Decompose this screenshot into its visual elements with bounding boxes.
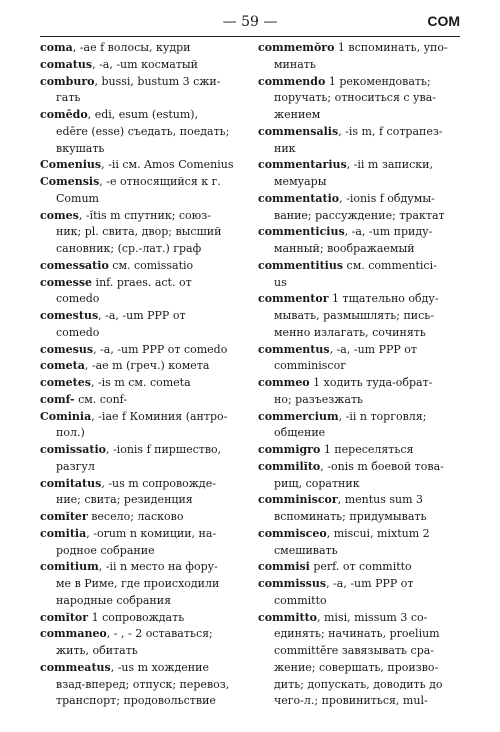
entry-first-line: Cominia, -iae f Коминия (антро- [40, 409, 228, 423]
entry-first-line: committo, misi, missum 3 со- [258, 610, 428, 624]
entry-continuation-line: смешивать [274, 543, 338, 557]
headword: comf- [40, 392, 75, 406]
entry-first-line: comissatio, -ionis f пиршество, [40, 443, 222, 456]
headword: cometa [40, 359, 85, 373]
dictionary-entry [40, 342, 240, 359]
headword: comĭter [40, 510, 88, 523]
entry-continuation-line: единять; начинать, proelium [274, 627, 440, 641]
entry-continuation-line: ник; pl. свита, двор; высший [56, 225, 222, 239]
entry-continuation-line: us [274, 275, 287, 289]
headword: commissus [258, 577, 327, 590]
entry-continuation-line: committo [274, 593, 327, 607]
entry-first-line: comes, -ĭtis m спутник; союз- [40, 208, 211, 222]
entry-continuation-line: манный; воображаемый [274, 242, 415, 255]
dictionary-entry [258, 459, 458, 493]
headword: Comensis [40, 175, 100, 188]
entry-continuation-line: взад-вперед; отпуск; перевоз, [56, 677, 230, 691]
entry-continuation-line: пол.) [56, 426, 85, 440]
entry-first-line: Comensis, -e относящийся к г. [40, 175, 221, 188]
headword: commenticius [258, 225, 345, 239]
entry-first-line: cometes, -is m см. cometa [40, 376, 191, 389]
headword: commercium [258, 409, 339, 423]
entry-first-line: commentitius см. commentici- [258, 258, 437, 272]
dictionary-entry [40, 610, 240, 627]
entry-continuation-line: но; разъезжать [274, 392, 364, 406]
dictionary-entry [258, 526, 458, 560]
headword: commentor [258, 292, 329, 306]
entry-first-line: comestus, -a, -um PPP от [40, 309, 186, 322]
dictionary-entry [40, 442, 240, 476]
dictionary-entry [40, 392, 240, 409]
entry-first-line: comburo, bussi, bustum 3 сжи- [40, 74, 221, 88]
entry-first-line: commilĭto, -onis m боевой това- [258, 459, 444, 473]
dictionary-entry [258, 157, 458, 191]
entry-first-line: cometa, -ae m (греч.) комета [40, 359, 210, 373]
right-column [258, 40, 458, 710]
dictionary-entry [258, 610, 458, 711]
entry-continuation-line: жением [274, 108, 321, 121]
entry-first-line: comēdo, edi, esum (estum), [40, 108, 199, 121]
dictionary-entry [40, 157, 240, 174]
headword: comēdo [40, 108, 88, 121]
headword: commendo [258, 74, 326, 88]
entry-continuation-line: рищ, соратник [274, 476, 360, 490]
entry-first-line: comesse inf. praes. act. от [40, 275, 192, 289]
headword: comes [40, 208, 79, 222]
dictionary-entry [40, 409, 240, 443]
entry-first-line: commentor 1 тщательно обду- [258, 292, 439, 306]
entry-first-line: comessatio см. comissatio [40, 258, 194, 272]
entry-first-line: commentarius, -ii m записки, [258, 158, 433, 172]
headword: commemŏro [258, 41, 335, 54]
dictionary-entry [40, 526, 240, 560]
headword: commeatus [40, 660, 111, 674]
headword: cometes [40, 376, 91, 389]
entry-continuation-line: comedo [56, 292, 100, 306]
dictionary-entry [258, 258, 458, 292]
entry-first-line: comĭtor 1 сопровождать [40, 610, 185, 624]
headword: comesse [40, 275, 93, 289]
entry-first-line: commaneo, - , - 2 оставаться; [40, 627, 213, 641]
headword: commeo [258, 376, 310, 389]
entry-first-line: commemŏro 1 вспоминать, упо- [258, 41, 448, 54]
dictionary-entry [258, 442, 458, 459]
headword: comestus [40, 309, 99, 322]
headword: comitatus [40, 476, 102, 490]
entry-first-line: commisi perf. от committo [258, 560, 412, 574]
entry-continuation-line: разгул [56, 459, 95, 473]
headword: comĭtor [40, 610, 89, 624]
entry-first-line: commisceo, miscui, mixtum 2 [258, 526, 430, 540]
headword: Comenius [40, 158, 102, 172]
entry-first-line: commenticius, -a, -um приду- [258, 225, 433, 239]
headword: Cominia [40, 409, 92, 423]
dictionary-entry [40, 308, 240, 342]
entry-first-line: comf- см. conf- [40, 392, 128, 406]
dictionary-entry [258, 559, 458, 576]
dictionary-entry [40, 258, 240, 275]
entry-continuation-line: comminiscor [274, 359, 346, 373]
entry-continuation-line: edēre (esse) съедать, поедать; [56, 124, 230, 138]
entry-continuation-line: мемуары [274, 175, 327, 188]
dictionary-entry [258, 74, 458, 124]
dictionary-entry [40, 375, 240, 392]
entry-first-line: comitia, -orum n комиции, на- [40, 526, 217, 540]
dictionary-entry [40, 559, 240, 609]
headword: commentitius [258, 258, 344, 272]
dictionary-entry [258, 191, 458, 225]
headword: commigro [258, 443, 321, 456]
dictionary-entry [40, 57, 240, 74]
entry-continuation-line: менно излагать, сочинять [274, 325, 426, 339]
dictionary-entry [40, 275, 240, 309]
entry-continuation-line: родное собрание [56, 543, 155, 557]
entry-first-line: comminiscor, mentus sum 3 [258, 493, 424, 507]
headword: comesus [40, 342, 94, 356]
entry-first-line: comĭter весело; ласково [40, 510, 184, 523]
entry-first-line: comatus, -a, -um косматый [40, 57, 199, 71]
dictionary-entry [40, 626, 240, 660]
headword: comitia [40, 526, 87, 540]
dictionary-entry [40, 107, 240, 157]
dictionary-entry [258, 576, 458, 610]
headword: commensalis [258, 124, 339, 138]
dictionary-entry [258, 224, 458, 258]
headword: commisceo [258, 526, 327, 540]
dictionary-entry [40, 509, 240, 526]
headword: comminiscor [258, 493, 338, 507]
dictionary-entry [258, 291, 458, 341]
entry-continuation-line: Comum [56, 191, 99, 205]
entry-continuation-line: гать [56, 91, 81, 105]
entry-continuation-line: ние; свита; резиденция [56, 493, 193, 507]
dictionary-entry [258, 40, 458, 74]
dictionary-entry [258, 492, 458, 526]
page-number: — 59 — [222, 14, 278, 30]
entry-continuation-line: committĕre завязывать сра- [274, 644, 435, 657]
entry-first-line: comitium, -ii n место на фору- [40, 560, 218, 574]
left-column [40, 40, 240, 710]
entry-continuation-line: жить, обитать [56, 644, 138, 657]
entry-first-line: commigro 1 переселяться [258, 443, 414, 456]
entry-continuation-line: минать [274, 57, 316, 71]
headword: commentarius [258, 158, 347, 172]
running-head: COM [427, 13, 460, 29]
entry-continuation-line: поручать; относиться с ува- [274, 91, 436, 105]
dictionary-entry [258, 342, 458, 376]
entry-first-line: comesus, -a, -um PPP от comedo [40, 342, 228, 356]
headword: committo [258, 610, 317, 624]
headword: comitium [40, 560, 99, 574]
dictionary-entry [40, 40, 240, 57]
dictionary-entry [258, 409, 458, 443]
entry-continuation-line: жение; совершать, произво- [274, 660, 439, 674]
entry-first-line: commendo 1 рекомендовать; [258, 74, 431, 88]
entry-continuation-line: транспорт; продовольствие [56, 694, 216, 708]
dictionary-entry [258, 375, 458, 409]
headword: comessatio [40, 258, 109, 272]
entry-first-line: commissus, -a, -um PPP от [258, 577, 414, 590]
headword: commilĭto [258, 459, 321, 473]
dictionary-entry [40, 208, 240, 258]
entry-first-line: commercium, -ii n торговля; [258, 409, 427, 423]
entry-continuation-line: сановник; (ср.-лат.) граф [56, 242, 202, 255]
entry-first-line: comitatus, -us m сопровожде- [40, 476, 216, 490]
dictionary-entry [40, 660, 240, 710]
dictionary-entry [258, 124, 458, 158]
dictionary-entry [40, 74, 240, 108]
entry-first-line: coma, -ae f волосы, кудри [40, 41, 191, 54]
page-header [40, 10, 460, 37]
dictionary-entry [40, 358, 240, 375]
headword: comburo [40, 74, 95, 88]
entry-continuation-line: вкушать [56, 141, 105, 155]
dictionary-entry [40, 476, 240, 510]
headword: commentus [258, 342, 330, 356]
entry-first-line: Comenius, -ii см. Amos Comenius [40, 158, 234, 172]
entry-continuation-line: мывать, размышлять; пись- [274, 309, 434, 322]
entry-continuation-line: народные собрания [56, 593, 172, 607]
entry-first-line: commentatio, -ionis f обдумы- [258, 191, 435, 205]
entry-continuation-line: comedo [56, 325, 100, 339]
entry-continuation-line: чего-л.; провиниться, mul- [274, 694, 428, 708]
headword: comatus [40, 57, 93, 71]
dictionary-entry [40, 174, 240, 208]
entry-continuation-line: общение [274, 426, 326, 440]
entry-first-line: commeatus, -us m хождение [40, 660, 209, 674]
headword: commaneo [40, 627, 107, 641]
entry-continuation-line: ме в Риме, где происходили [56, 577, 220, 590]
entry-continuation-line: вспоминать; придумывать [274, 510, 427, 523]
headword: coma [40, 41, 73, 54]
entry-continuation-line: дить; допускать, доводить до [274, 677, 443, 691]
entry-continuation-line: вание; рассуждение; трактат [274, 208, 445, 222]
entry-first-line: commentus, -a, -um PPP от [258, 342, 417, 356]
headword: commisi [258, 560, 310, 574]
entry-continuation-line: ник [274, 141, 296, 155]
entry-first-line: commeo 1 ходить туда-обрат- [258, 376, 433, 389]
headword: commentatio [258, 191, 340, 205]
headword: comissatio [40, 443, 106, 456]
entry-first-line: commensalis, -is m, f сотрапез- [258, 124, 443, 138]
